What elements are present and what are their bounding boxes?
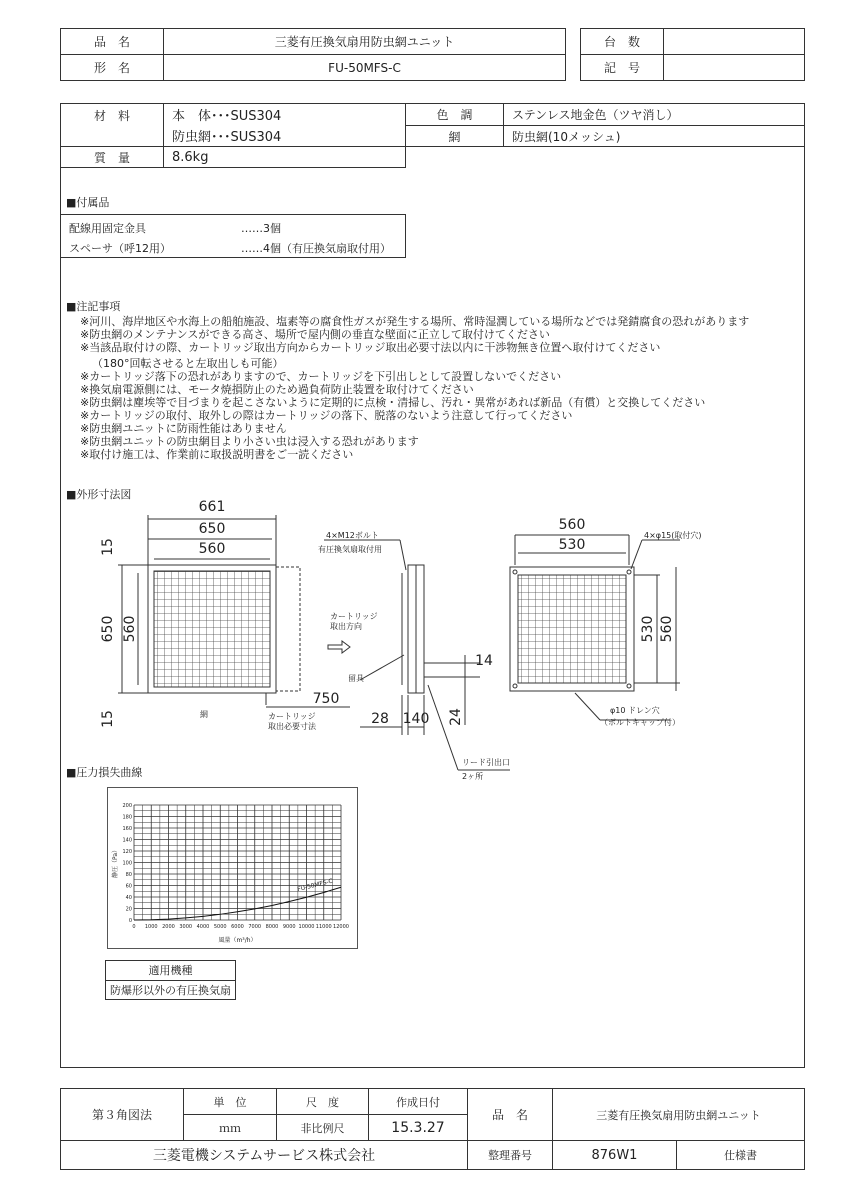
dim-28: 28 (371, 711, 389, 727)
mass: 8.6kg (163, 146, 406, 168)
drain-label: φ10 ドレン穴 (610, 706, 660, 715)
date-label: 作成日付 (368, 1088, 468, 1115)
note: ※カートリッジ落下の恐れがありますので、カートリッジを下引出しとして設置しないでください (80, 370, 562, 383)
y-tick-label: 80 (125, 872, 132, 878)
x-tick-label: 4000 (196, 924, 210, 930)
y-tick-label: 200 (122, 803, 132, 809)
dim-650: 650 (198, 521, 226, 537)
x-tick-label: 2000 (162, 924, 175, 930)
qty (663, 28, 805, 55)
dim-right-560-vertical: 560 (659, 615, 675, 643)
x-tick-label: 10000 (298, 924, 315, 930)
color-label: 色 調 (405, 103, 504, 126)
dim-14: 14 (475, 653, 493, 669)
mark-label: 記 号 (580, 54, 664, 81)
footer-product: 三菱有圧換気扇用防虫網ユニット (552, 1088, 805, 1141)
accessories-table (60, 214, 406, 258)
x-tick-label: 8000 (265, 924, 279, 930)
note: ※カートリッジの取付、取外しの際はカートリッジの落下、脱落のないよう注意して行ってください (80, 409, 573, 422)
note: ※防虫網のメンテナンスができる高さ、場所で屋内側の垂直な壁面に正立して取付けてください (80, 328, 550, 341)
applicable-table (105, 960, 236, 1000)
hole-label: 4×φ15(取付穴) (644, 531, 702, 540)
company: 三菱電機システムサービス株式会社 (60, 1140, 468, 1170)
pressure-loss-chart (107, 787, 358, 949)
scale-label: 尺 度 (276, 1088, 369, 1115)
qty-label: 台 数 (580, 28, 664, 55)
ref-label: 整理番号 (467, 1140, 553, 1170)
dim-560-vertical: 560 (122, 615, 138, 643)
date: 15.3.27 (368, 1114, 468, 1141)
note: ※換気扇電源側には、モータ焼損防止のため過負荷防止装置を取付けてください (80, 383, 474, 396)
clip-label: 留具 (348, 674, 364, 683)
applicable-value: 防爆形以外の有圧換気扇 (110, 984, 231, 997)
note: ※防虫網ユニットに防雨性能はありません (80, 422, 287, 435)
lead-label: リード引出口 (462, 758, 510, 767)
cartridge-clearance-label: 取出必要寸法 (268, 722, 316, 731)
accessory-qty: ……4個（有圧換気扇取付用） (241, 242, 391, 255)
accessory-name: 配線用固定金具 (69, 222, 146, 235)
unit: ｍｍ (183, 1114, 277, 1141)
y-tick-label: 40 (125, 895, 132, 901)
y-tick-label: 180 (122, 814, 132, 821)
dim-140: 140 (402, 711, 430, 727)
dim-650-vertical: 650 (100, 615, 116, 643)
x-tick-label: 5000 (213, 924, 227, 930)
y-tick-label: 100 (122, 860, 132, 867)
bolt-label: 4×M12ボルト (326, 531, 379, 540)
lead-count: 2ヶ所 (462, 772, 484, 781)
note: ※防虫網ユニットの防虫網目より小さい虫は浸入する恐れがあります (80, 435, 419, 448)
bolt-use-label: 有圧換気扇取付用 (318, 545, 382, 554)
material-body: 本 体･･･SUS304 (172, 109, 282, 124)
dim-24: 24 (448, 708, 464, 726)
mark (663, 54, 805, 81)
accessories-title: ■付属品 (66, 196, 110, 209)
model-label: 形 名 (60, 54, 164, 81)
y-tick-label: 120 (122, 849, 132, 855)
note: ※取付け施工は、作業前に取扱説明書をご一読ください (80, 448, 354, 461)
y-tick-label: 20 (125, 906, 132, 913)
drawing-title: ■外形寸法図 (66, 488, 132, 501)
product-label: 品 名 (60, 28, 164, 55)
x-axis-label: 風量（m³/h） (218, 937, 257, 944)
y-tick-label: 0 (128, 918, 132, 924)
y-tick-label: 140 (122, 837, 132, 844)
chart-title: ■圧力損失曲線 (66, 766, 143, 779)
x-tick-label: 3000 (179, 924, 193, 930)
note: （180°回転させると左取出しも可能） (92, 357, 284, 370)
y-tick-label: 60 (125, 883, 132, 890)
x-tick-label: 1000 (144, 924, 158, 930)
direction-label-2: 取出方向 (330, 622, 362, 631)
drain-cap-label: （ボルトキャップ付） (600, 718, 680, 727)
accessory-qty: ……3個 (241, 222, 281, 235)
x-tick-label: 0 (132, 924, 136, 930)
note: ※河川、海岸地区や水海上の船舶施設、塩素等の腐食性ガスが発生する場所、常時湿潤している場所などでは発錆腐食の恐れがあります (80, 315, 750, 328)
material-label: 材 料 (60, 103, 164, 147)
mass-label: 質 量 (60, 146, 164, 168)
doc-type: 仕様書 (676, 1140, 805, 1170)
footer-product-label: 品 名 (467, 1088, 553, 1141)
net-label: 網 (200, 710, 208, 719)
y-tick-label: 160 (122, 826, 132, 832)
dim-15-top: 15 (100, 538, 116, 556)
ref-number: 876W1 (552, 1140, 677, 1170)
x-tick-label: 7000 (248, 924, 262, 930)
unit-label: 単 位 (183, 1088, 277, 1115)
dim-750: 750 (312, 691, 340, 707)
cartridge-label: カートリッジ (268, 712, 316, 721)
y-axis-label: 静圧（Pa） (112, 846, 119, 879)
projection: 第３角図法 (60, 1088, 184, 1141)
dim-right-560: 560 (558, 517, 586, 533)
product-name: 三菱有圧換気扇用防虫網ユニット (163, 28, 566, 55)
dim-661: 661 (198, 499, 226, 515)
dim-right-530: 530 (558, 537, 586, 553)
net: 防虫網(10メッシュ) (503, 125, 805, 147)
note: ※当該品取付けの際、カートリッジ取出方向からカートリッジ取出必要寸法以内に干渉物無き位置へ取付けてください (80, 341, 661, 354)
dimension-drawing (60, 495, 805, 785)
dim-15-bottom: 15 (100, 710, 116, 728)
x-tick-label: 6000 (231, 924, 244, 930)
color: ステンレス地金色（ツヤ消し） (503, 103, 805, 126)
model: FU-50MFS-C (163, 54, 566, 81)
material-net: 防虫網･･･SUS304 (172, 130, 282, 145)
dim-right-530-vertical: 530 (640, 615, 656, 643)
accessory-name: スペーサ（呼12用） (69, 242, 171, 255)
material-values (163, 103, 406, 147)
series-label: FU-50MFS-C (296, 877, 334, 894)
x-tick-label: 12000 (333, 924, 349, 930)
notes-title: ■注記事項 (66, 300, 121, 313)
x-tick-label: 9000 (282, 924, 296, 930)
applicable-header: 適用機種 (106, 961, 235, 981)
dim-560: 560 (198, 541, 226, 557)
direction-label: カートリッジ (330, 612, 378, 621)
net-label: 網 (405, 125, 504, 147)
x-tick-label: 11000 (315, 924, 332, 930)
note: ※防虫網は塵埃等で目づまりを起こさないように定期的に点検・清掃し、汚れ・異常があれば新品（有償）と交換してください (80, 396, 706, 409)
scale: 非比例尺 (276, 1114, 369, 1141)
